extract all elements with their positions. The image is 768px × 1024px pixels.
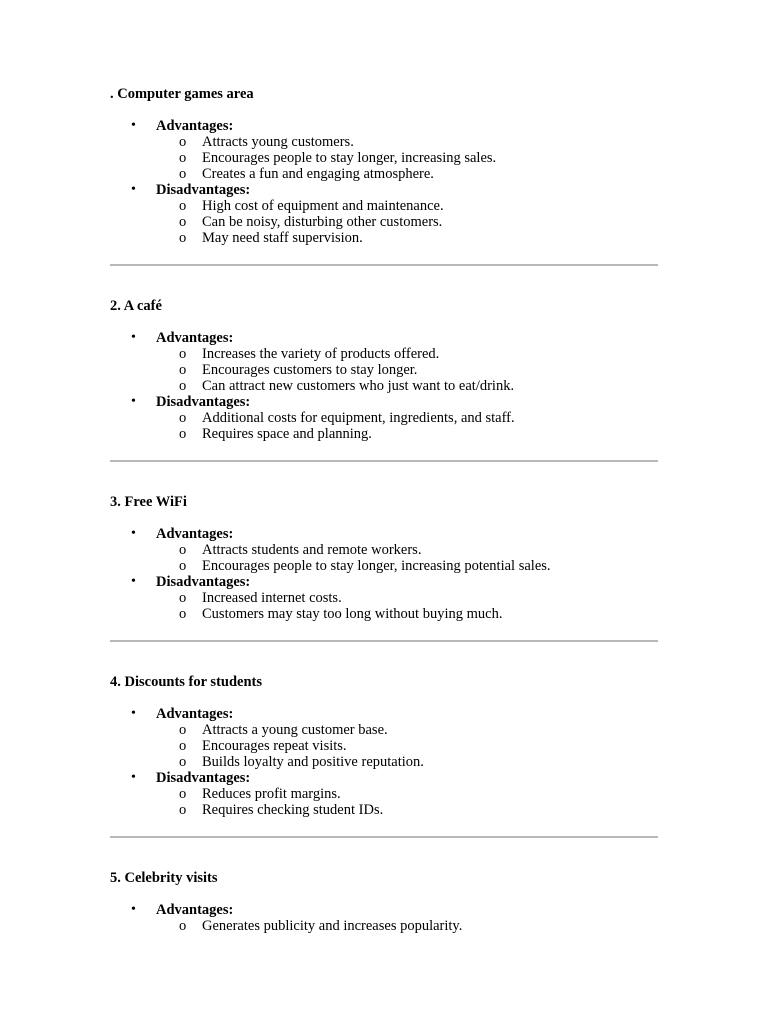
list-item [156, 362, 658, 378]
circle-bullet-icon: o [179, 426, 187, 442]
section-title: 5. Celebrity visits [110, 870, 218, 886]
list-item [156, 378, 658, 394]
list-item [156, 198, 658, 214]
advantages-items [156, 722, 658, 770]
advantages-group [110, 118, 658, 182]
advantages-label: Advantages: [156, 526, 234, 542]
disadvantages-label: Disadvantages: [156, 574, 251, 590]
disadvantages-group [110, 574, 658, 622]
bullet-icon: • [131, 118, 136, 133]
item-text: May need staff supervision. [202, 230, 363, 246]
pros-cons-list [110, 118, 658, 246]
pros-cons-list [110, 330, 658, 442]
section-free-wifi [110, 494, 658, 642]
circle-bullet-icon: o [179, 378, 187, 394]
list-item [156, 214, 658, 230]
disadvantages-items [156, 590, 658, 622]
item-text: Attracts students and remote workers. [202, 542, 422, 558]
list-item [156, 786, 658, 802]
list-item [156, 590, 658, 606]
circle-bullet-icon: o [179, 542, 187, 558]
circle-bullet-icon: o [179, 590, 187, 606]
bullet-icon: • [131, 770, 136, 785]
advantages-items [156, 346, 658, 394]
pros-cons-list [110, 902, 658, 934]
list-item [156, 542, 658, 558]
circle-bullet-icon: o [179, 230, 187, 246]
list-item [156, 918, 658, 934]
circle-bullet-icon: o [179, 214, 187, 230]
circle-bullet-icon: o [179, 786, 187, 802]
item-text: Encourages customers to stay longer. [202, 362, 418, 378]
circle-bullet-icon: o [179, 410, 187, 426]
circle-bullet-icon: o [179, 918, 187, 934]
list-item [156, 150, 658, 166]
disadvantages-items [156, 410, 658, 442]
disadvantages-label: Disadvantages: [156, 182, 251, 198]
advantages-group [110, 902, 658, 934]
section-divider [110, 640, 658, 642]
advantages-label: Advantages: [156, 706, 234, 722]
circle-bullet-icon: o [179, 134, 187, 150]
bullet-icon: • [131, 706, 136, 721]
bullet-icon: • [131, 182, 136, 197]
section-divider [110, 460, 658, 462]
item-text: Creates a fun and engaging atmosphere. [202, 166, 434, 182]
section-title: . Computer games area [110, 86, 254, 102]
item-text: Builds loyalty and positive reputation. [202, 754, 424, 770]
disadvantages-items [156, 198, 658, 246]
circle-bullet-icon: o [179, 166, 187, 182]
pros-cons-list [110, 526, 658, 622]
item-text: Requires space and planning. [202, 426, 372, 442]
circle-bullet-icon: o [179, 606, 187, 622]
circle-bullet-icon: o [179, 754, 187, 770]
section-title: 4. Discounts for students [110, 674, 263, 690]
advantages-items [156, 542, 658, 574]
circle-bullet-icon: o [179, 738, 187, 754]
item-text: Requires checking student IDs. [202, 802, 384, 818]
document-page [110, 86, 658, 934]
advantages-group [110, 526, 658, 574]
item-text: Attracts a young customer base. [202, 722, 388, 738]
circle-bullet-icon: o [179, 198, 187, 214]
circle-bullet-icon: o [179, 362, 187, 378]
section-celebrity-visits [110, 870, 658, 934]
section-divider [110, 836, 658, 838]
bullet-icon: • [131, 574, 136, 589]
advantages-group [110, 330, 658, 394]
disadvantages-label: Disadvantages: [156, 770, 251, 786]
item-text: Reduces profit margins. [202, 786, 341, 802]
advantages-label: Advantages: [156, 118, 234, 134]
item-text: High cost of equipment and maintenance. [202, 198, 444, 214]
disadvantages-group [110, 770, 658, 818]
list-item [156, 166, 658, 182]
item-text: Increases the variety of products offered. [202, 346, 440, 362]
list-item [156, 346, 658, 362]
disadvantages-group [110, 394, 658, 442]
advantages-items [156, 918, 658, 934]
circle-bullet-icon: o [179, 150, 187, 166]
disadvantages-group [110, 182, 658, 246]
item-text: Customers may stay too long without buying much. [202, 606, 503, 622]
circle-bullet-icon: o [179, 722, 187, 738]
advantages-label: Advantages: [156, 330, 234, 346]
list-item [156, 754, 658, 770]
list-item [156, 230, 658, 246]
section-computer-games [110, 86, 658, 266]
item-text: Increased internet costs. [202, 590, 342, 606]
bullet-icon: • [131, 330, 136, 345]
advantages-label: Advantages: [156, 902, 234, 918]
circle-bullet-icon: o [179, 346, 187, 362]
item-text: Can be noisy, disturbing other customers. [202, 214, 443, 230]
section-cafe [110, 298, 658, 462]
section-divider [110, 264, 658, 266]
bullet-icon: • [131, 394, 136, 409]
item-text: Can attract new customers who just want to eat/drink. [202, 378, 515, 394]
circle-bullet-icon: o [179, 802, 187, 818]
item-text: Attracts young customers. [202, 134, 354, 150]
disadvantages-label: Disadvantages: [156, 394, 251, 410]
list-item [156, 558, 658, 574]
section-student-discounts [110, 674, 658, 838]
bullet-icon: • [131, 526, 136, 541]
list-item [156, 722, 658, 738]
circle-bullet-icon: o [179, 558, 187, 574]
disadvantages-items [156, 786, 658, 818]
section-title: 3. Free WiFi [110, 494, 187, 510]
list-item [156, 738, 658, 754]
pros-cons-list [110, 706, 658, 818]
advantages-items [156, 134, 658, 182]
list-item [156, 606, 658, 622]
advantages-group [110, 706, 658, 770]
item-text: Encourages people to stay longer, increasing sales. [202, 150, 497, 166]
list-item [156, 134, 658, 150]
bullet-icon: • [131, 902, 136, 917]
list-item [156, 426, 658, 442]
item-text: Encourages people to stay longer, increasing potential sales. [202, 558, 551, 574]
section-title: 2. A café [110, 298, 162, 314]
item-text: Encourages repeat visits. [202, 738, 347, 754]
item-text: Generates publicity and increases popularity. [202, 918, 463, 934]
list-item [156, 802, 658, 818]
item-text: Additional costs for equipment, ingredients, and staff. [202, 410, 515, 426]
list-item [156, 410, 658, 426]
